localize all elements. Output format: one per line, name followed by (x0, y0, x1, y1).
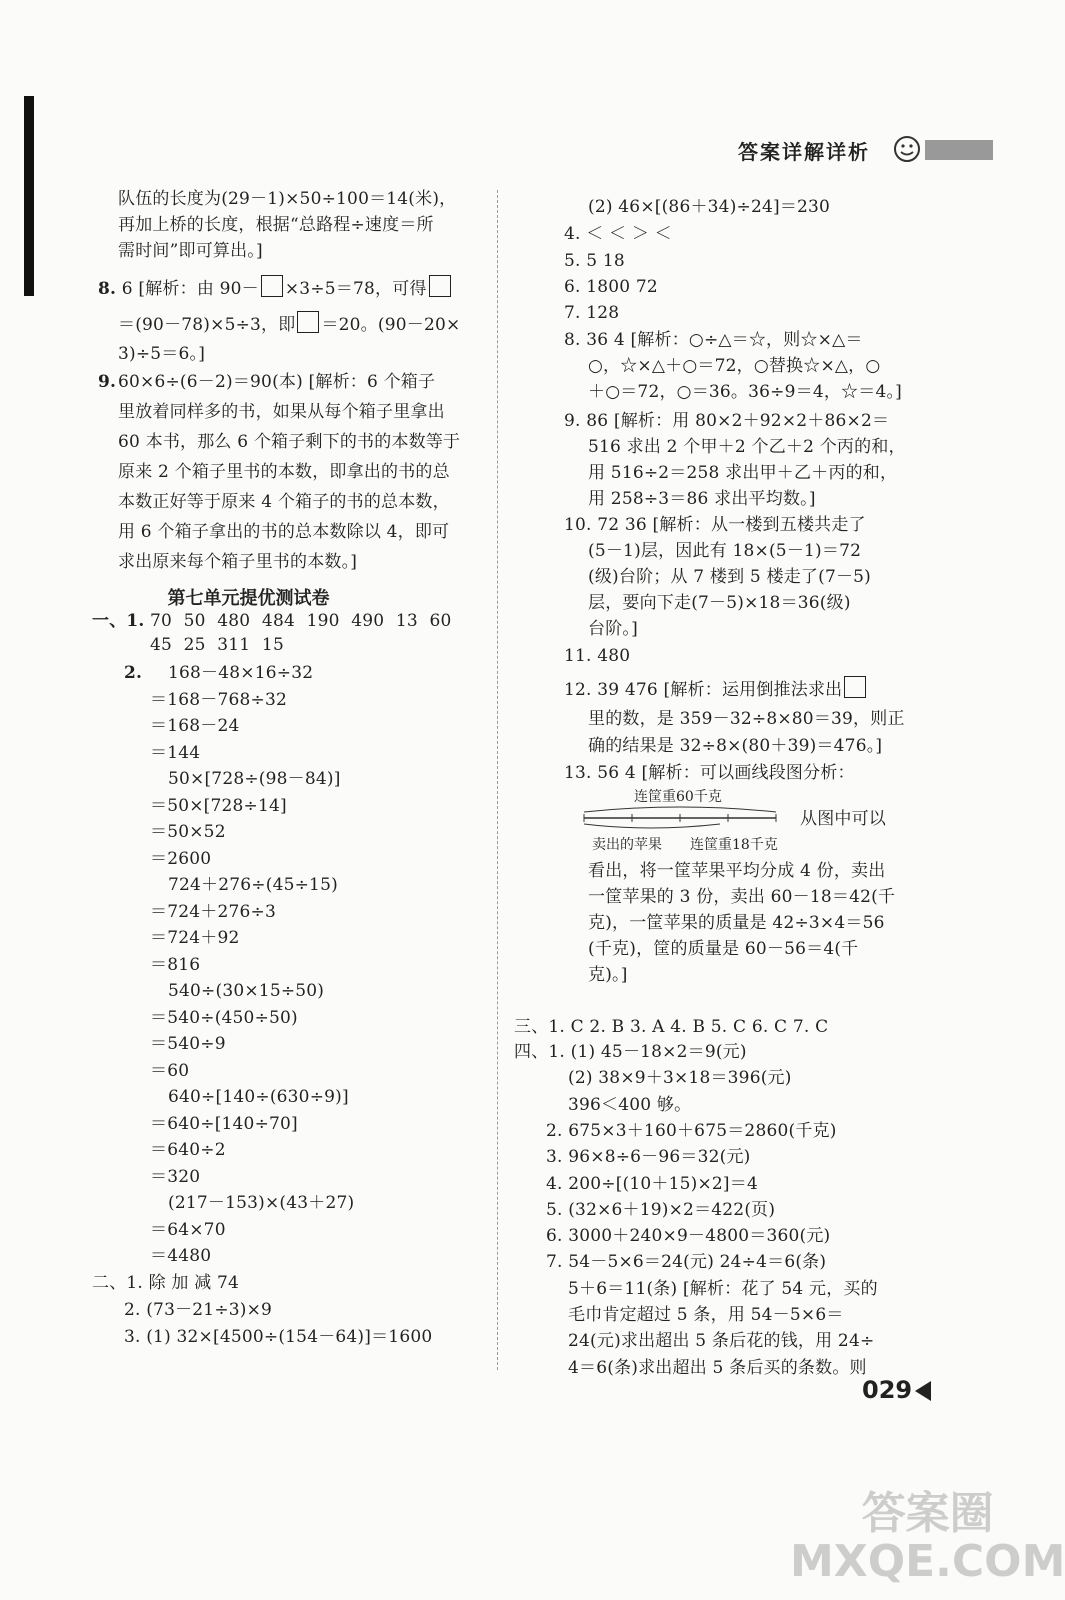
q13-line: (千克)，筐的质量是 60－56＝4(千 (588, 939, 859, 959)
text-line: 需时间”即可算出。] (118, 241, 263, 261)
text-line: 层，要向下走(7－5)×18＝36(级) (588, 593, 851, 613)
text-line: 四、1. (1) 45－18×2＝9(元) (514, 1042, 747, 1062)
margin-black-bar (24, 96, 34, 296)
q8-text: 6 [解析：由 90－ (121, 279, 259, 299)
part3-answers: 三、1. C 2. B 3. A 4. B 5. C 6. C 7. C (514, 1017, 829, 1037)
text-line: ＋○＝72，○＝36。36÷9＝4，☆＝4。] (588, 382, 902, 402)
column-divider (497, 190, 498, 1370)
text-line: 540÷(30×15÷50) (168, 981, 325, 1001)
text-line: 台阶。] (588, 619, 638, 639)
text-line: 60×6÷(6－2)＝90(本) [解析：6 个箱子 (118, 372, 436, 392)
q13-line: 克)。] (588, 965, 628, 985)
q13-line: 一筐苹果的 3 份，卖出 60－18＝42(千 (588, 887, 896, 907)
text-line: 3. 96×8÷6－96＝32(元) (546, 1147, 751, 1168)
text-line: 4. ＜ ＜ ＞ ＜ (564, 224, 672, 244)
text-line: 4. 200÷[(10＋15)×2]＝4 (546, 1173, 758, 1194)
text-line: (5－1)层，因此有 18×(5－1)＝72 (588, 541, 862, 561)
text-line: 640÷[140÷(630÷9)] (168, 1087, 349, 1107)
triangle-marker-icon (915, 1381, 931, 1401)
diagram-right-label: 连筐重18千克 (690, 837, 778, 853)
blank-box (297, 311, 319, 333)
q13-line: 看出，将一筐苹果平均分成 4 份，卖出 (588, 861, 886, 881)
text-line: 6. 3000＋240×9－4800＝360(元) (546, 1226, 831, 1247)
diagram-left-label: 卖出的苹果 (592, 837, 662, 853)
text-line: ＝60 (150, 1060, 190, 1081)
text-line: ＝50×[728÷14] (150, 795, 287, 816)
text-line: (2) 38×9＋3×18＝396(元) (568, 1068, 792, 1089)
text-line: 516 求出 2 个甲＋2 个乙＋2 个丙的和， (588, 437, 906, 457)
text-line: ＝64×70 (150, 1219, 226, 1240)
text-line: 5＋6＝11(条) [解析：花了 54 元，买的 (568, 1278, 878, 1299)
text-line: 原来 2 个箱子里书的本数，即拿出的书的总 (118, 462, 450, 482)
q8-text: ＝(90－78)×5÷3，即 (118, 315, 296, 335)
text-line: 5. 5 18 (564, 251, 625, 271)
text-line: ＝168－768÷32 (150, 689, 287, 710)
q8-line-3: 3)÷5＝6。] (118, 344, 206, 364)
text-line: ＝640÷[140÷70] (150, 1113, 298, 1134)
text-line: ＝168－24 (150, 716, 240, 736)
watermark: 答案圈 MXQE.COM (790, 1488, 1065, 1587)
text-line: 7. 128 (564, 303, 620, 323)
text-line: 396＜400 够。 (568, 1094, 692, 1115)
q12-line (564, 676, 868, 701)
text-line: ＝144 (150, 742, 201, 763)
q13-line: 克)，一筐苹果的质量是 42÷3×4＝56 (588, 913, 885, 933)
text-line: (级)台阶；从 7 楼到 5 楼走了(7－5) (588, 567, 872, 587)
text-line: 24(元)求出超出 5 条后花的钱，用 24÷ (568, 1331, 875, 1352)
blank-box (844, 676, 866, 698)
header-decoration (925, 140, 993, 160)
q8-text: ×3÷5＝78，可得 (284, 279, 427, 299)
diagram-top-label: 连筐重60千克 (634, 789, 722, 805)
header-title: 答案详解详析 (738, 140, 870, 164)
text-line: ＝724＋92 (150, 928, 240, 948)
q8-line-1 (98, 275, 453, 300)
blank-box (261, 275, 283, 297)
text-line: 用 516÷2＝258 求出甲＋乙＋丙的和， (588, 463, 898, 483)
text-line: 10. 72 36 [解析：从一楼到五楼共走了 (564, 515, 866, 535)
part2-line: 二、1. 除 加 减 74 (92, 1273, 240, 1293)
q12-text: 12. 39 476 [解析：运用倒推法求出 (564, 680, 843, 700)
text-line: 里放着同样多的书，如果从每个箱子里拿出 (118, 402, 445, 422)
text-line: 168－48×16÷32 (168, 663, 314, 683)
q8-number: 8. (98, 279, 117, 299)
smiley-icon (892, 134, 922, 164)
text-line: ＝320 (150, 1166, 201, 1187)
text-line: ＝2600 (150, 848, 212, 869)
text-line: ＝540÷(450÷50) (150, 1007, 298, 1028)
text-line: 毛巾肯定超过 5 条，用 54－5×6＝ (568, 1305, 844, 1325)
part1-answers: 70 50 480 484 190 490 13 60 (150, 611, 452, 631)
text-line: 7. 54－5×6＝24(元) 24÷4＝6(条) (546, 1252, 827, 1273)
text-line: 2. 675×3＋160＋675＝2860(千克) (546, 1120, 837, 1141)
blank-box (429, 275, 451, 297)
page-number: 029 (862, 1376, 913, 1404)
part1-answers: 45 25 311 15 (150, 635, 284, 655)
text-line: 5. (32×6＋19)×2＝422(页) (546, 1199, 776, 1220)
text-line: 用 258÷3＝86 求出平均数。] (588, 489, 816, 509)
text-line: 8. 36 4 [解析：○÷△＝☆，则☆×△＝ (564, 330, 863, 350)
text-line: 求出原来每个箱子里书的本数。] (118, 552, 358, 572)
text-line: ＝724＋276÷3 (150, 901, 276, 922)
text-line: 9. 86 [解析：用 80×2＋92×2＋86×2＝ (564, 411, 890, 431)
text-line: ＝640÷2 (150, 1140, 226, 1160)
segment-lines (580, 804, 780, 834)
text-line: 6. 1800 72 (564, 277, 658, 297)
segment-diagram (580, 789, 780, 853)
part2-line: 3. (1) 32×[4500÷(154－64)]＝1600 (124, 1327, 433, 1347)
part1-label: 一、1. (92, 611, 145, 631)
q9-number: 9. (98, 372, 117, 392)
q13-line: 从图中可以 (800, 809, 886, 829)
text-line: ＝816 (150, 954, 201, 975)
text-line: 11. 480 (564, 646, 631, 666)
text-line: (2) 46×[(86＋34)÷24]＝230 (588, 197, 831, 217)
text-line: 4＝6(条)求出超出 5 条后买的条数。则 (568, 1357, 867, 1378)
part2-line: 2. (73－21÷3)×9 (124, 1300, 273, 1320)
text-line: ＝4480 (150, 1246, 212, 1266)
q8-text: ＝20。(90－20× (321, 315, 461, 335)
text-line: ＝540÷9 (150, 1034, 226, 1054)
text-line: ○，☆×△＋○＝72，○替换☆×△，○ (588, 356, 881, 376)
q8-line-2 (118, 311, 460, 336)
q12-line: 里的数，是 359－32÷8×80＝39，则正 (588, 709, 905, 729)
text-line: 用 6 个箱子拿出的书的总本数除以 4，即可 (118, 522, 450, 542)
text-line: 本数正好等于原来 4 个箱子的书的总本数， (118, 492, 450, 512)
text-line: (217－153)×(43＋27) (168, 1193, 355, 1213)
q13-line: 13. 56 4 [解析：可以画线段图分析： (564, 763, 855, 783)
text-line: 60 本书，那么 6 个箱子剩下的书的本数等于 (118, 432, 461, 452)
text-line: 724＋276÷(45÷15) (168, 875, 338, 895)
text-line: 再加上桥的长度，根据“总路程÷速度＝所 (118, 215, 434, 235)
text-line: 50×[728÷(98－84)] (168, 769, 341, 789)
text-line: ＝50×52 (150, 822, 226, 842)
text-line: 队伍的长度为(29－1)×50÷100＝14(米)， (118, 189, 457, 209)
calc-label: 2. (124, 663, 143, 683)
q12-line: 确的结果是 32÷8×(80＋39)＝476。] (588, 736, 883, 756)
section-title: 第七单元提优测试卷 (167, 588, 330, 609)
